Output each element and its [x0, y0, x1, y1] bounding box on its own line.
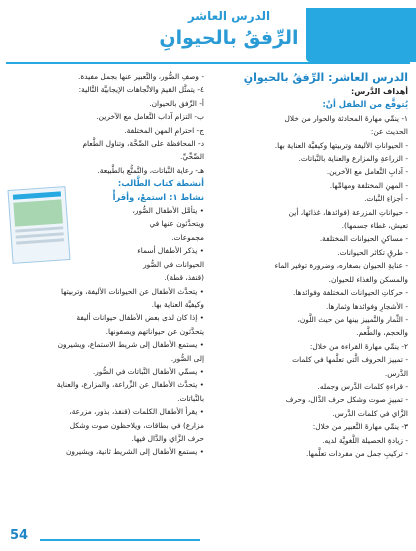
text-line: ٣- ينمِّي مهارةَ التَّعبير من خلال:: [312, 422, 408, 432]
text-line: حرف الزَّاي والدَّال فيها.: [131, 433, 204, 443]
text-line: - تمييزِ صوت وشكل حرف الدَّال، وحرف: [285, 395, 408, 405]
text-line: - مساكنِ الحيوانات المختلفة.: [319, 234, 408, 244]
text-line: • يذكر الأطفال أسماء: [137, 246, 204, 256]
left-column: [8, 70, 204, 459]
right-column: [212, 70, 408, 460]
text-line: • يستمع الأطفال إلى شريط الاستماع، ويشيرون: [57, 340, 204, 350]
text-line: مجموعات.: [171, 232, 204, 242]
thumbnail-text-line: [16, 232, 64, 238]
thumbnail-text-line: [15, 226, 63, 232]
lesson-title: الرِّفقُ بالحيوانِ: [159, 27, 299, 49]
text-line: وكيفيَّة العناية بها.: [151, 299, 204, 309]
text-line: - طرقِ تكاثر الحيوانات.: [337, 247, 408, 257]
header-divider: [6, 62, 410, 64]
text-line: • يقرأ الأطفال الكلمات (قنفذ، بذور، مزرعة،: [69, 407, 204, 417]
activities-label: أنشطة كتاب الطَّالب:: [117, 178, 204, 189]
text-line: الحديث عن:: [370, 127, 408, 137]
text-line: - قراءةِ كلمات الدَّرس وجمله.: [317, 381, 408, 391]
expectation-label: يُتوقَّع من الطفل أنْ:: [322, 99, 408, 110]
text-line: • إذا كان لدى بعض الأطفال حيوانات أليفة: [76, 313, 204, 323]
text-line: - وصفِ الصُّور، والتَّعبير عنها بجمل مفيدة.: [78, 72, 204, 81]
text-line: (قنفذ، قطة).: [164, 273, 204, 283]
text-line: هـ- رعاية النَّباتات، والتَّمتُّع بالطَّبيعة.: [97, 165, 204, 175]
text-line: - عنايةِ الحيوان بصغاره، وضرورة توفير الماء: [274, 261, 408, 271]
text-line: د- المحافظة على الصِّحَّة، وتناول الطَّعام: [82, 139, 204, 149]
text-line: - حيواناتِ المزرعة (فوائدها، غذائها، أين: [288, 207, 408, 217]
text-line: والحجم، والطَّعم.: [356, 328, 408, 338]
thumbnail-text-line: [16, 238, 64, 244]
header-title-block: [154, 8, 304, 62]
text-line: - الحيواناتِ الأليفة وتربيتها وكيفيَّة العناية بها.: [274, 140, 408, 150]
text-line: والمسكن والغذاء للحيوان.: [328, 274, 408, 284]
text-line: ب- التزام آداب التَّعامل مع الآخرين.: [96, 112, 204, 122]
text-line: - حركاتِ الحيوانات المختلفة وفوائدها.: [292, 288, 408, 298]
text-line: - الزراعةِ والمزارع والعناية بالنَّباتات.: [298, 154, 408, 164]
text-line: ١- ينمِّي مهارةَ المحادثة والحوار من خلال: [284, 113, 408, 123]
thumbnail-picture: [13, 199, 63, 226]
page-header: [0, 0, 416, 62]
text-line: ج- احترامِ المهن المختلفة.: [124, 125, 204, 135]
text-line: • يسمِّي الأطفال النَّباتات في الصُّور.: [92, 366, 204, 376]
text-line: ٢- ينمِّي مهارةَ القراءة من خلال:: [309, 341, 408, 351]
text-line: • يتأمَّل الأطفال الصُّور،: [132, 206, 204, 216]
text-line: - آدابِ التَّعامل مع الآخرين.: [326, 167, 408, 177]
text-line: • يتحدَّث الأطفال عن الحيوانات الأليفة، وتربيتها: [60, 286, 204, 296]
text-line: يتحدَّثون عن حيواناتهم ويصفونها.: [105, 326, 204, 336]
thumbnail-header: [13, 191, 61, 199]
lesson-number: الدرس العاشر: [187, 9, 271, 23]
text-line: الحيوانات في الصُّور: [143, 259, 204, 269]
text-line: - أجزاءِ النَّبات.: [364, 194, 408, 204]
text-line: بالنَّباتات.: [177, 393, 204, 403]
text-line: - الأشجارِ وفوائدها وثمارها.: [325, 301, 408, 311]
text-line: إلى الصُّور.: [170, 353, 204, 363]
text-line: الزَّاي في كلمات الدَّرس.: [332, 408, 408, 418]
text-line: - زيادةِ الحصيلة اللُّغويَّة لديه.: [322, 435, 408, 445]
text-line: - المهنِ المختلفة ومهامِّها.: [329, 180, 408, 190]
text-line: الصِّحِّيِّ.: [180, 152, 204, 162]
activity-1-label: نشاط ١: استمعْ، وأقرأْ: [112, 191, 204, 202]
text-line: - تركيبِ جمل من مفردات تعلَّمها.: [305, 448, 408, 458]
text-line: ويتحدَّثون عنها في: [149, 219, 204, 229]
text-line: مزارع) في بطاقات، ويلاحظون صوت وشكل: [69, 420, 204, 430]
header-color-block: [306, 8, 416, 62]
text-line: أ- الرِّفق بالحيوان.: [149, 98, 204, 108]
student-book-thumbnail: [7, 186, 70, 264]
text-line: الدَّرس.: [384, 368, 408, 378]
text-line: - تمييز الحروف الَّتي تعلَّمها في كلمات: [292, 355, 408, 365]
footer-rule: [40, 539, 200, 541]
text-line: - الثِّمار والتَّمييز بينها من حيث اللَّون،: [297, 314, 408, 324]
column-title: الدرس العاشر: الرِّفقُ بالحيوانِ: [243, 71, 408, 84]
objectives-label: أهداف الدَّرس:: [351, 87, 408, 96]
text-line: • يتحدَّث الأطفال عن الزِّراعة، والمزارع، والعناية: [56, 380, 204, 390]
text-line: تعيش، غطاء جسمها).: [341, 221, 408, 231]
text-line: • يستمع الأطفال إلى الشريط ثانية، ويشيرون: [65, 447, 204, 457]
text-line: ٤- يتمثَّل القيمَ والاتِّجاهات الإيجابيَّة التَّالية:: [78, 85, 204, 95]
page-number: 54: [10, 528, 29, 543]
